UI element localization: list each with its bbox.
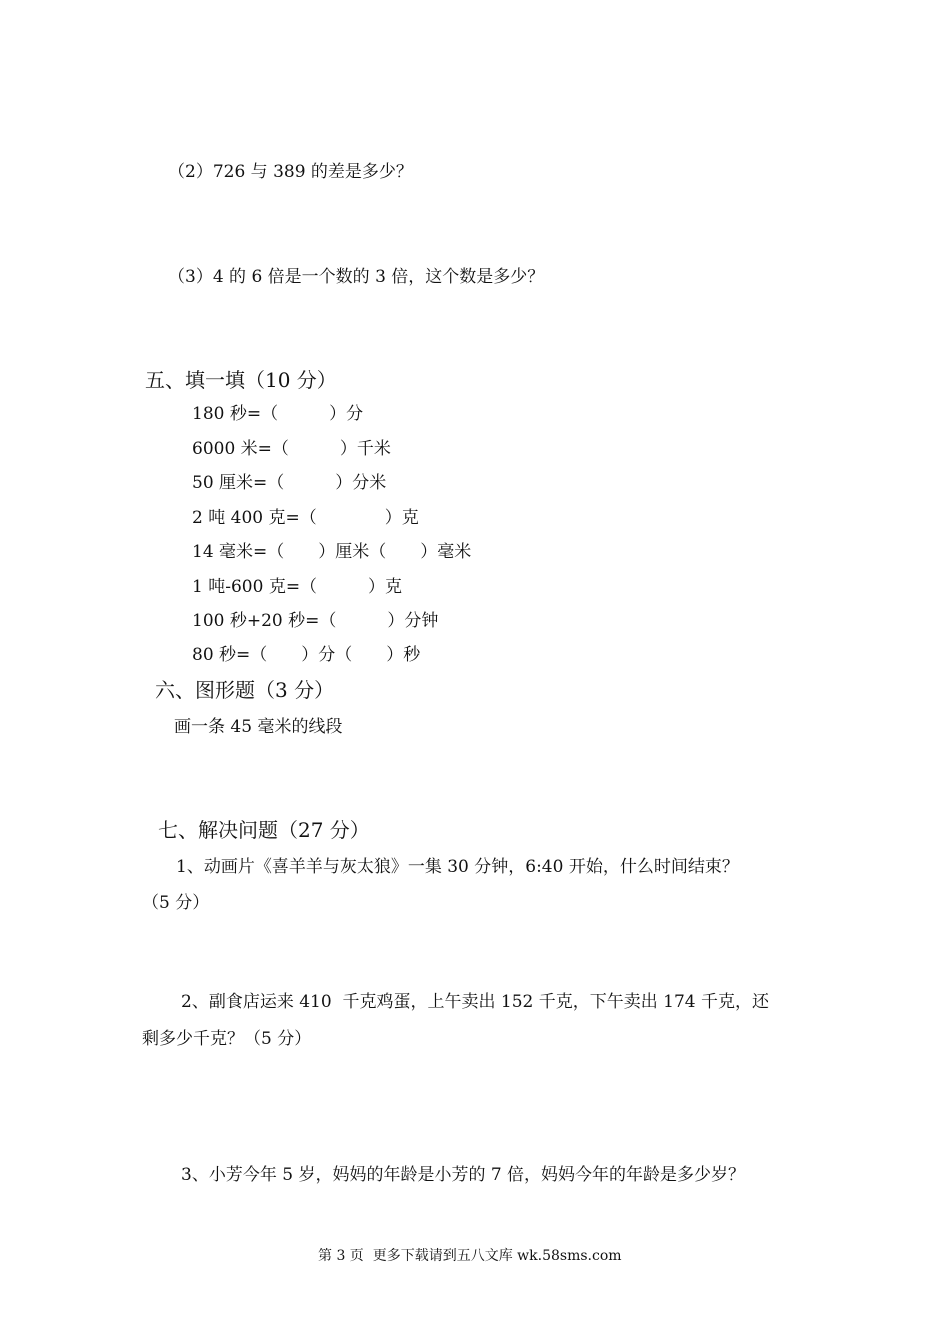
fill-item-1: 180 秒=（ ）分 (192, 404, 364, 424)
fill-item-4: 2 吨 400 克=（ ）克 (192, 508, 419, 528)
problem-1-line-2: （5 分） (142, 893, 210, 913)
fill-item-8: 80 秒=（ ）分（ ）秒 (192, 645, 421, 665)
fill-item-7: 100 秒+20 秒=（ ）分钟 (192, 611, 439, 631)
part4-question-3: （3）4 的 6 倍是一个数的 3 倍，这个数是多少？ (168, 267, 545, 287)
section-6-heading: 六、图形题（3 分） (155, 678, 335, 702)
problem-2-line-1: 2、副食店运来 410 千克鸡蛋，上午卖出 152 千克，下午卖出 174 千克，还 (181, 992, 769, 1012)
fill-item-5: 14 毫米=（ ）厘米（ ）毫米 (192, 542, 472, 562)
page-footer: 第 3 页 更多下载请到五八文库 wk.58sms.com (318, 1248, 622, 1264)
section-5-heading: 五、填一填（10 分） (145, 368, 337, 392)
section-6-task: 画一条 45 毫米的线段 (174, 717, 343, 737)
problem-2-line-2: 剩多少千克？（5 分） (142, 1029, 312, 1049)
fill-item-6: 1 吨-600 克=（ ）克 (192, 577, 403, 597)
problem-3: 3、小芳今年 5 岁，妈妈的年龄是小芳的 7 倍，妈妈今年的年龄是多少岁？ (181, 1165, 746, 1185)
problem-1-line-1: 1、动画片《喜羊羊与灰太狼》一集 30 分钟，6:40 开始，什么时间结束？ (176, 857, 739, 877)
fill-item-3: 50 厘米=（ ）分米 (192, 473, 387, 493)
section-7-heading: 七、解决问题（27 分） (158, 818, 370, 842)
part4-question-2: （2）726 与 389 的差是多少？ (168, 162, 413, 182)
fill-item-2: 6000 米=（ ）千米 (192, 439, 391, 459)
